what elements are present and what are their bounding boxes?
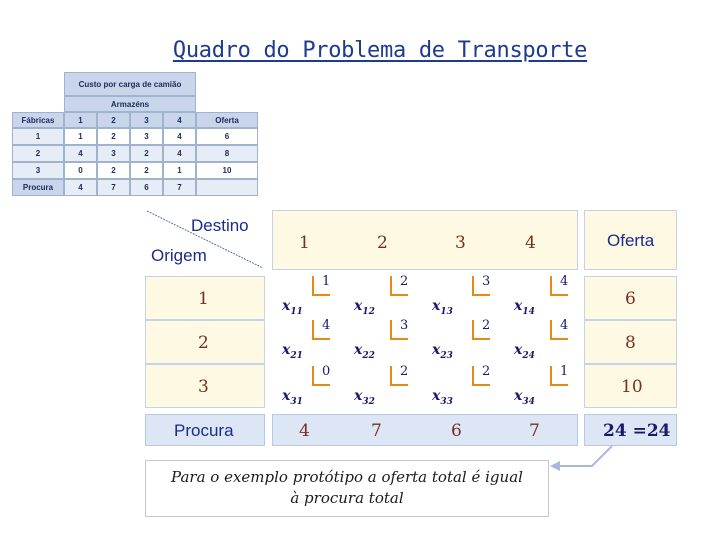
decision-variable: $x_{12}$ [354, 298, 375, 317]
table-row: 3 0 2 2 1 10 [12, 162, 258, 179]
decision-variable: $x_{14}$ [514, 298, 535, 317]
origin-cell: 3 [145, 364, 265, 408]
demand-value: 7 [371, 421, 382, 441]
cost-header: Custo por carga de camião [64, 72, 196, 96]
table-row: 2 4 3 2 4 8 [12, 145, 258, 162]
origin-cell: 2 [145, 320, 265, 364]
dest-label: 4 [525, 233, 536, 253]
procura-label-cell: Procura [145, 414, 265, 446]
note-line: à procura total [290, 489, 404, 507]
decision-variable: $x_{23}$ [432, 342, 453, 361]
demand-cells [272, 414, 578, 446]
demand-value: 4 [299, 421, 310, 441]
note-box [145, 460, 549, 517]
decision-variable: $x_{24}$ [514, 342, 535, 361]
slide-title: Quadro do Problema de Transporte [172, 38, 588, 63]
demand-value: 7 [529, 421, 540, 441]
origem-label: Origem [151, 246, 207, 265]
decision-variable: $x_{31}$ [282, 388, 303, 407]
supply-cell: 10 [584, 364, 677, 408]
destination-header [272, 210, 578, 270]
decision-variable: $x_{13}$ [432, 298, 453, 317]
oferta-header: Oferta [584, 210, 677, 270]
corner-cell [145, 210, 265, 270]
origin-cell: 1 [145, 276, 265, 320]
cost-summary-table [12, 72, 258, 196]
transport-table [145, 210, 677, 446]
dest-label: 2 [377, 233, 388, 253]
supply-cell: 6 [584, 276, 677, 320]
supply-cell: 8 [584, 320, 677, 364]
total-cell: 24 =24 [584, 414, 677, 446]
decision-variable: $x_{21}$ [282, 342, 303, 361]
table-row: 1 1 2 3 4 6 [12, 128, 258, 145]
decision-variable: $x_{11}$ [282, 298, 303, 317]
demand-value: 6 [451, 421, 462, 441]
callout-arrow [548, 444, 618, 474]
dest-label: 1 [299, 233, 310, 253]
decision-variable: $x_{34}$ [514, 388, 535, 407]
decision-variable: $x_{22}$ [354, 342, 375, 361]
variable-grid: 1 $x_{11}$ 2 $x_{12}$ 3 $x_{13}$ 4 $x_{14}$ 4 $x_{21}$ 3 $x_{22}$ 2 $x_{23}$ 4 $x_{24}$ 0 $x_{31}$ 2 $x_{32}$ 2 $x_{33}$ 1 $x_{34}$ [282, 274, 569, 407]
note-line: Para o exemplo protótipo a oferta total é igual [171, 468, 523, 486]
header-row: Fábricas 1 2 3 4 Oferta [12, 112, 258, 128]
demand-row: Procura 4 7 6 7 [12, 179, 258, 196]
warehouses-header: Armazéns [64, 96, 196, 112]
decision-variable: $x_{32}$ [354, 388, 375, 407]
destino-label: Destino [191, 216, 249, 235]
dest-label: 3 [455, 233, 466, 253]
decision-variable: $x_{33}$ [432, 388, 453, 407]
